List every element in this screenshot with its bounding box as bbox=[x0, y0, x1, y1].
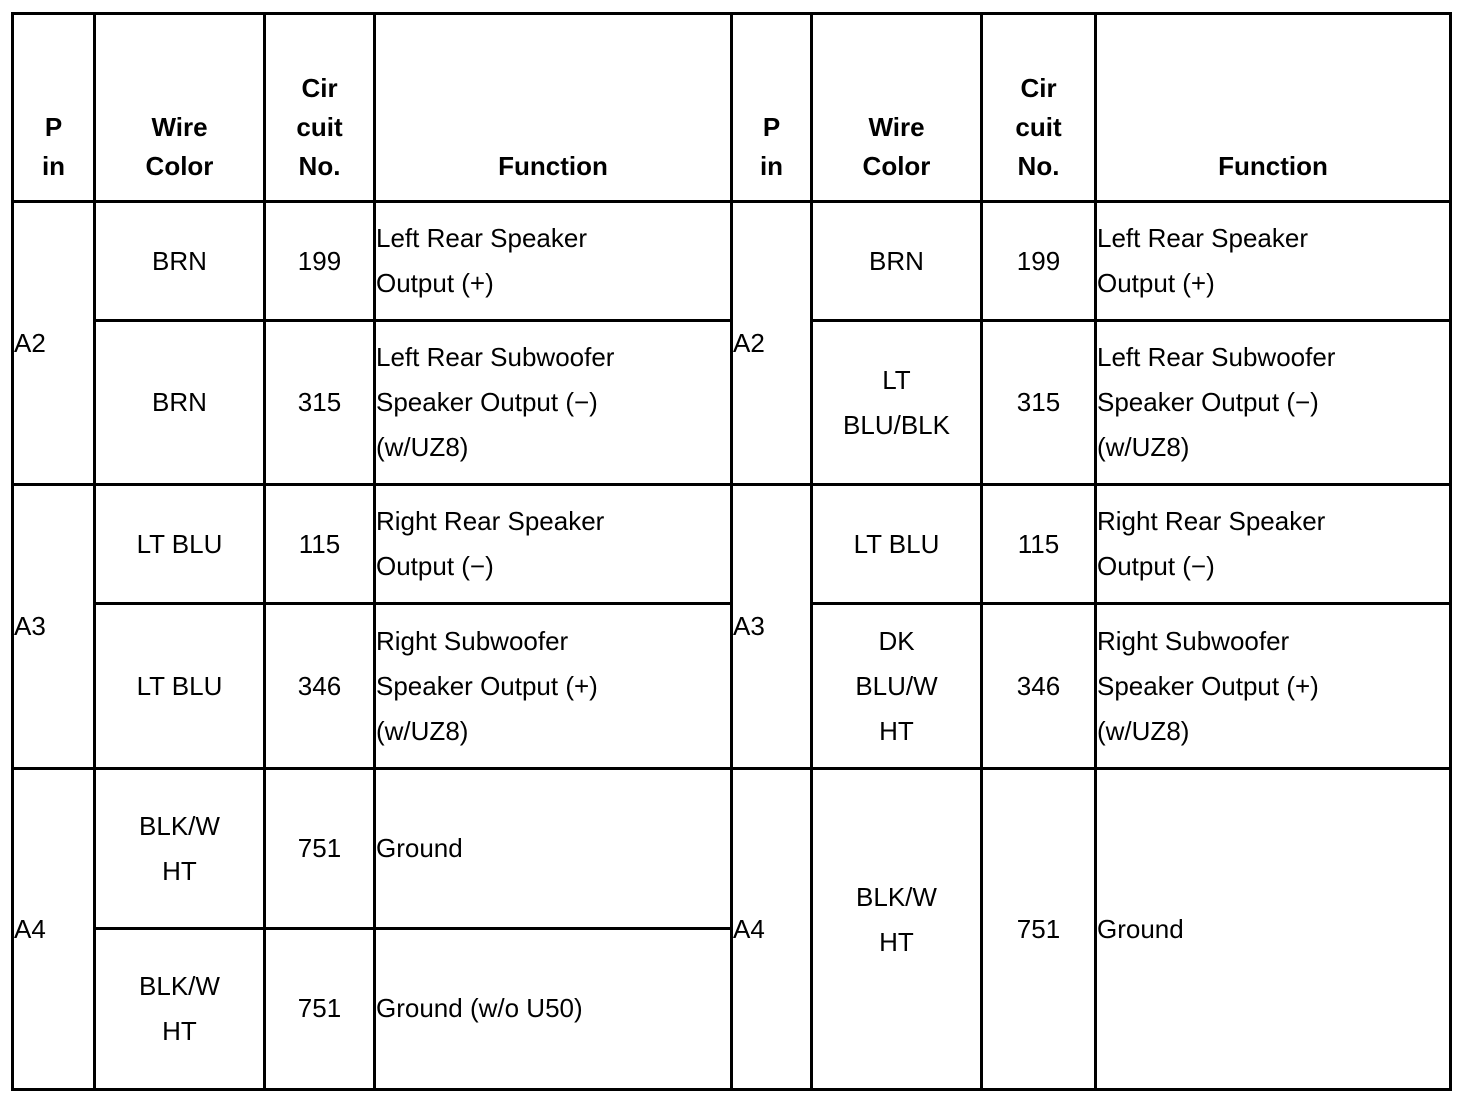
table-row bbox=[13, 769, 1451, 929]
table-row bbox=[13, 202, 1451, 321]
pin-cell-left: A3 bbox=[13, 485, 95, 769]
wire-color-cell-left: BRN bbox=[95, 202, 265, 321]
circuit-cell-right: 315 bbox=[982, 321, 1096, 485]
header-circuit-no-right: Cir cuit No. bbox=[982, 14, 1096, 202]
wire-color-cell-right: BLK/W HT bbox=[812, 769, 982, 1090]
wire-color-cell-left: BRN bbox=[95, 321, 265, 485]
circuit-cell-left: 751 bbox=[265, 929, 375, 1090]
pin-cell-right: A3 bbox=[732, 485, 812, 769]
wire-color-cell-left: LT BLU bbox=[95, 604, 265, 769]
table-row bbox=[13, 485, 1451, 604]
wire-color-cell-right: DK BLU/W HT bbox=[812, 604, 982, 769]
connector-pinout-table bbox=[11, 12, 1452, 1091]
header-pin-left: P in bbox=[13, 14, 95, 202]
header-function-left: Function bbox=[375, 14, 732, 202]
circuit-cell-right: 199 bbox=[982, 202, 1096, 321]
wire-color-cell-right: LT BLU/BLK bbox=[812, 321, 982, 485]
circuit-cell-left: 199 bbox=[265, 202, 375, 321]
pin-cell-right: A4 bbox=[732, 769, 812, 1090]
function-cell-left: Ground (w/o U50) bbox=[375, 929, 732, 1090]
function-cell-right: Right Subwoofer Speaker Output (+) (w/UZ8) bbox=[1096, 604, 1451, 769]
header-function-right: Function bbox=[1096, 14, 1451, 202]
pin-cell-left: A4 bbox=[13, 769, 95, 1090]
circuit-cell-left: 115 bbox=[265, 485, 375, 604]
circuit-cell-right: 751 bbox=[982, 769, 1096, 1090]
header-wire-color-right: Wire Color bbox=[812, 14, 982, 202]
function-cell-left: Ground bbox=[375, 769, 732, 929]
function-cell-left: Right Subwoofer Speaker Output (+) (w/UZ8) bbox=[375, 604, 732, 769]
function-cell-right: Ground bbox=[1096, 769, 1451, 1090]
circuit-cell-right: 115 bbox=[982, 485, 1096, 604]
wire-color-cell-left: BLK/W HT bbox=[95, 929, 265, 1090]
circuit-cell-left: 315 bbox=[265, 321, 375, 485]
header-circuit-no-left: Cir cuit No. bbox=[265, 14, 375, 202]
function-cell-left: Right Rear Speaker Output (−) bbox=[375, 485, 732, 604]
header-row bbox=[13, 14, 1451, 202]
wire-color-cell-right: BRN bbox=[812, 202, 982, 321]
function-cell-right: Left Rear Subwoofer Speaker Output (−) (w/UZ8) bbox=[1096, 321, 1451, 485]
circuit-cell-left: 346 bbox=[265, 604, 375, 769]
function-cell-left: Left Rear Speaker Output (+) bbox=[375, 202, 732, 321]
function-cell-left: Left Rear Subwoofer Speaker Output (−) (w/UZ8) bbox=[375, 321, 732, 485]
pin-cell-left: A2 bbox=[13, 202, 95, 485]
wire-color-cell-left: BLK/W HT bbox=[95, 769, 265, 929]
function-cell-right: Left Rear Speaker Output (+) bbox=[1096, 202, 1451, 321]
circuit-cell-left: 751 bbox=[265, 769, 375, 929]
header-wire-color-left: Wire Color bbox=[95, 14, 265, 202]
pin-cell-right: A2 bbox=[732, 202, 812, 485]
wire-color-cell-right: LT BLU bbox=[812, 485, 982, 604]
function-cell-right: Right Rear Speaker Output (−) bbox=[1096, 485, 1451, 604]
wire-color-cell-left: LT BLU bbox=[95, 485, 265, 604]
circuit-cell-right: 346 bbox=[982, 604, 1096, 769]
header-pin-right: P in bbox=[732, 14, 812, 202]
